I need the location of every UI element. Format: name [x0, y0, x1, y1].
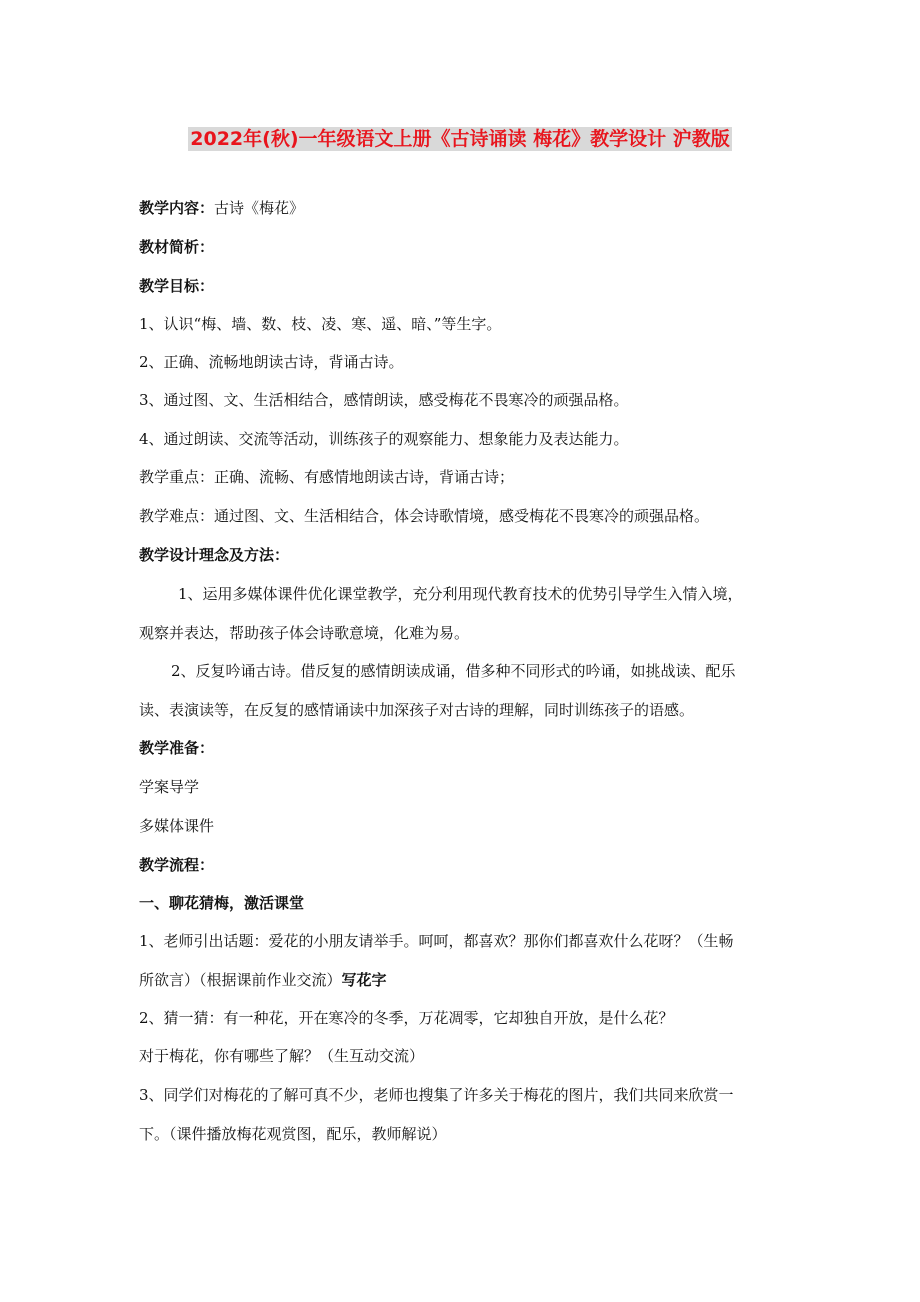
step1-line2-plain: 所欲言）（根据课前作业交流） — [139, 971, 342, 989]
goals-label: 教学目标： — [139, 277, 215, 295]
document-title: 2022年(秋)一年级语文上册《古诗诵读 梅花》教学设计 沪教版 — [190, 128, 730, 150]
method1-line2: 观察并表达，帮助孩子体会诗歌意境，化难为易。 — [139, 624, 470, 642]
method-label: 教学设计理念及方法： — [139, 546, 290, 564]
step3-line2: 下。（课件播放梅花观赏图，配乐，教师解说） — [139, 1125, 447, 1143]
analysis-label: 教材简析： — [139, 238, 215, 256]
method2-line2: 读、表演读等，在反复的感情诵读中加深孩子对古诗的理解，同时训练孩子的语感。 — [139, 701, 695, 719]
goal-item: 4、通过朗读、交流等活动，训练孩子的观察能力、想象能力及表达能力。 — [139, 430, 629, 448]
goal-item: 1、认识“梅、墙、数、枝、凌、寒、遥、暗、”等生字。 — [139, 315, 502, 333]
goal-item: 2、正确、流畅地朗读古诗，背诵古诗。 — [139, 353, 404, 371]
section-heading: 一、聊花猜梅，激活课堂 — [139, 894, 305, 912]
prep-item: 学案导学 — [139, 778, 200, 796]
difficulty: 教学难点：通过图、文、生活相结合，体会诗歌情境，感受梅花不畏寒冷的顽强品格。 — [139, 507, 710, 525]
step1-line2-bold: 写花字 — [341, 971, 387, 989]
method1-line1: 1、运用多媒体课件优化课堂教学，充分利用现代教育技术的优势引导学生入情入境， — [178, 585, 743, 603]
goal-item: 3、通过图、文、生活相结合，感情朗读，感受梅花不畏寒冷的顽强品格。 — [139, 391, 629, 409]
step3-line1: 3、同学们对梅花的了解可真不少，老师也搜集了许多关于梅花的图片，我们共同来欣赏一 — [139, 1086, 734, 1104]
method2-line1: 2、反复吟诵古诗。借反复的感情朗读成诵，借多种不同形式的吟诵，如挑战读、配乐 — [171, 662, 736, 680]
content-value: 古诗《梅花》 — [214, 199, 305, 217]
step2-line2: 对于梅花，你有哪些了解？（生互动交流） — [139, 1047, 425, 1065]
process-label: 教学流程： — [139, 856, 215, 874]
content-line — [139, 198, 304, 218]
step1-line2 — [139, 970, 387, 990]
prep-label: 教学准备： — [139, 739, 215, 757]
content-label: 教学内容： — [139, 199, 215, 217]
step1-line1: 1、老师引出话题：爱花的小朋友请举手。呵呵，都喜欢？那你们都喜欢什么花呀？（生畅 — [139, 932, 734, 950]
step2-line1: 2、猜一猜：有一种花，开在寒冷的冬季，万花凋零，它却独自开放，是什么花？ — [139, 1009, 674, 1027]
prep-item: 多媒体课件 — [139, 817, 215, 835]
key-point: 教学重点：正确、流畅、有感情地朗读古诗，背诵古诗； — [139, 468, 515, 486]
document-title-wrap — [0, 124, 920, 151]
